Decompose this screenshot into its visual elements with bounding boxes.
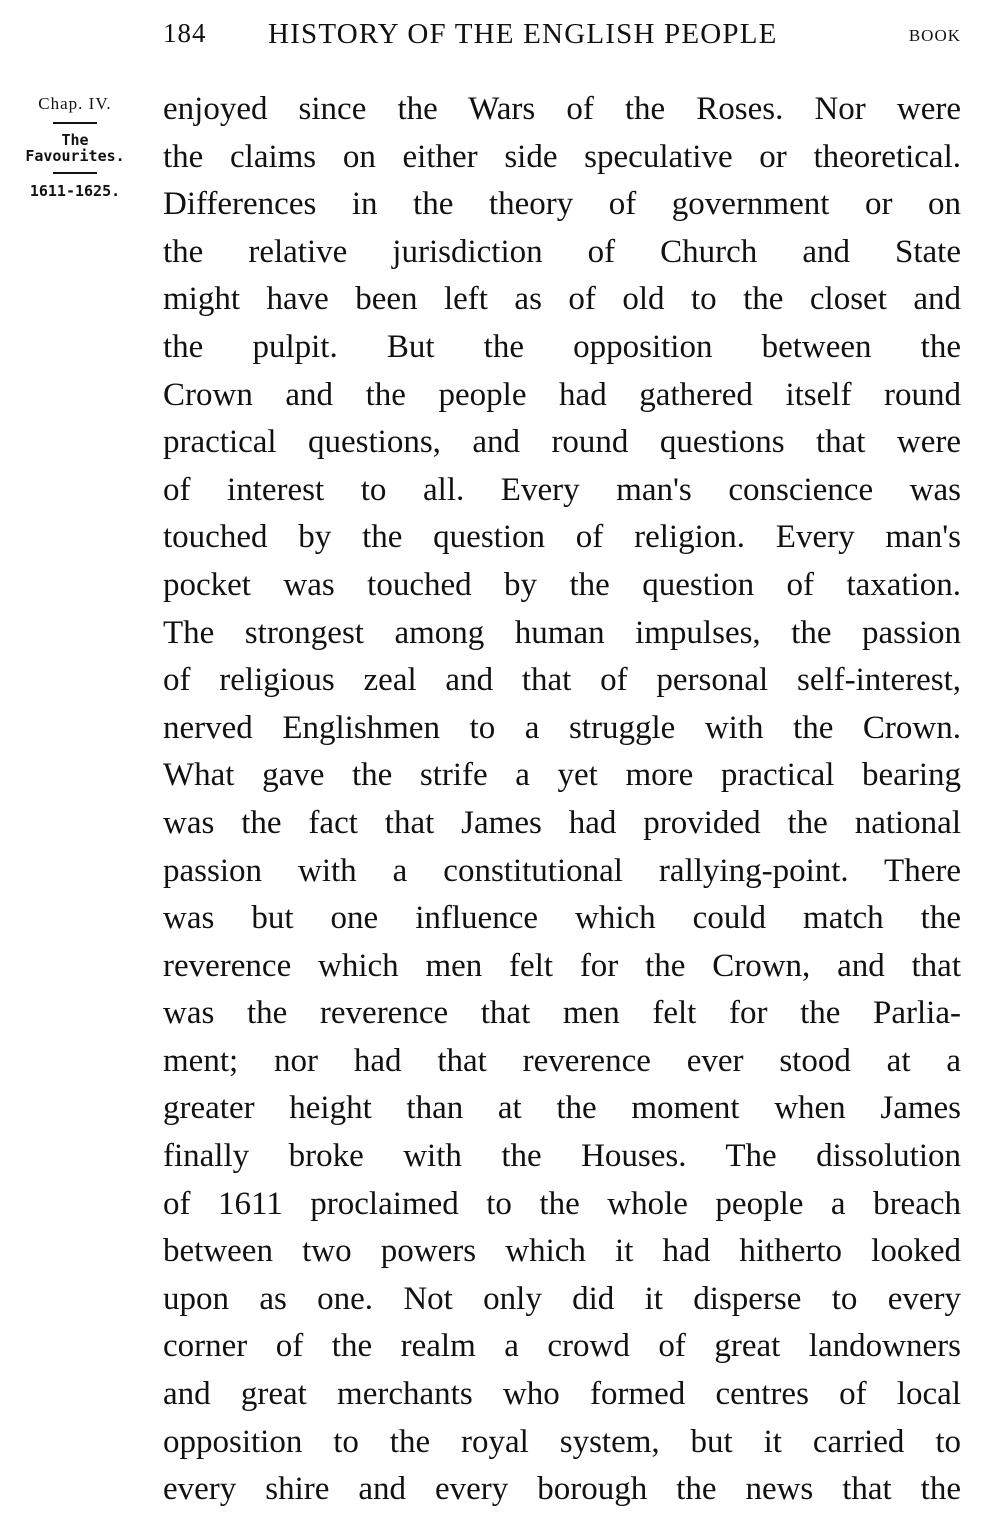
margin-subject-line-1: The (61, 131, 89, 149)
text-line: touched by the question of religion. Every man's (163, 519, 961, 556)
text-line: nerved Englishmen to a struggle with the Crown. (163, 709, 961, 746)
text-line: was the reverence that men felt for the Parlia- (163, 995, 961, 1032)
running-title: HISTORY OF THE ENGLISH PEOPLE (268, 18, 778, 50)
text-line: enjoyed since the Wars of the Roses. Nor were (163, 91, 961, 127)
book-label: BOOK (908, 26, 961, 45)
text-line: ment; nor had that reverence ever stood at a (163, 1042, 961, 1079)
text-line: was the fact that James had provided the national (163, 804, 961, 841)
text-line: greater height than at the moment when James (163, 1090, 961, 1127)
text-line: every shire and every borough the news that the (163, 1471, 961, 1508)
margin-subject (0, 132, 150, 164)
text-line: corner of the realm a crowd of great landowners (163, 1328, 961, 1365)
body-text (163, 86, 961, 1514)
page-number: 184 (163, 18, 207, 48)
text-line: of 1611 proclaimed to the whole people a breach (163, 1185, 961, 1222)
text-line: might have been left as of old to the closet and (163, 281, 961, 318)
text-line: practical questions, and round questions that were (163, 424, 961, 461)
text-line: of religious zeal and that of personal self-interest, (163, 662, 961, 699)
text-line: between two powers which it had hitherto looked (163, 1233, 961, 1270)
text-line: Crown and the people had gathered itself round (163, 376, 961, 413)
text-line: Differences in the theory of government or on (163, 186, 961, 223)
text-line: the claims on either side speculative or theoretical. (163, 138, 961, 175)
text-line: passion with a constitutional rallying-point. There (163, 852, 961, 889)
text-line: reverence which men felt for the Crown, and that (163, 947, 961, 984)
margin-subject-line-2: Favourites. (25, 147, 125, 165)
text-line: pocket was touched by the question of taxation. (163, 566, 961, 603)
margin-divider (53, 172, 97, 174)
text-line: What gave the strife a yet more practical bearing (163, 757, 961, 794)
margin-divider (53, 122, 97, 124)
margin-dates: 1611-1625. (29, 182, 121, 200)
margin-notes (0, 88, 150, 200)
text-line: the pulpit. But the opposition between the (163, 328, 961, 365)
text-line: finally broke with the Houses. The dissolution (163, 1138, 961, 1175)
text-line: was but one influence which could match the (163, 900, 961, 937)
text-line: upon as one. Not only did it disperse to every (163, 1280, 961, 1317)
text-line: the relative jurisdiction of Church and State (163, 233, 961, 270)
chapter-label: Chap. IV. (38, 94, 112, 113)
text-line: The strongest among human impulses, the passion (163, 614, 961, 651)
text-line: and great merchants who formed centres of local (163, 1376, 961, 1413)
text-line: of interest to all. Every man's conscience was (163, 471, 961, 508)
text-line: opposition to the royal system, but it carried to (163, 1423, 961, 1460)
running-header (163, 12, 961, 52)
